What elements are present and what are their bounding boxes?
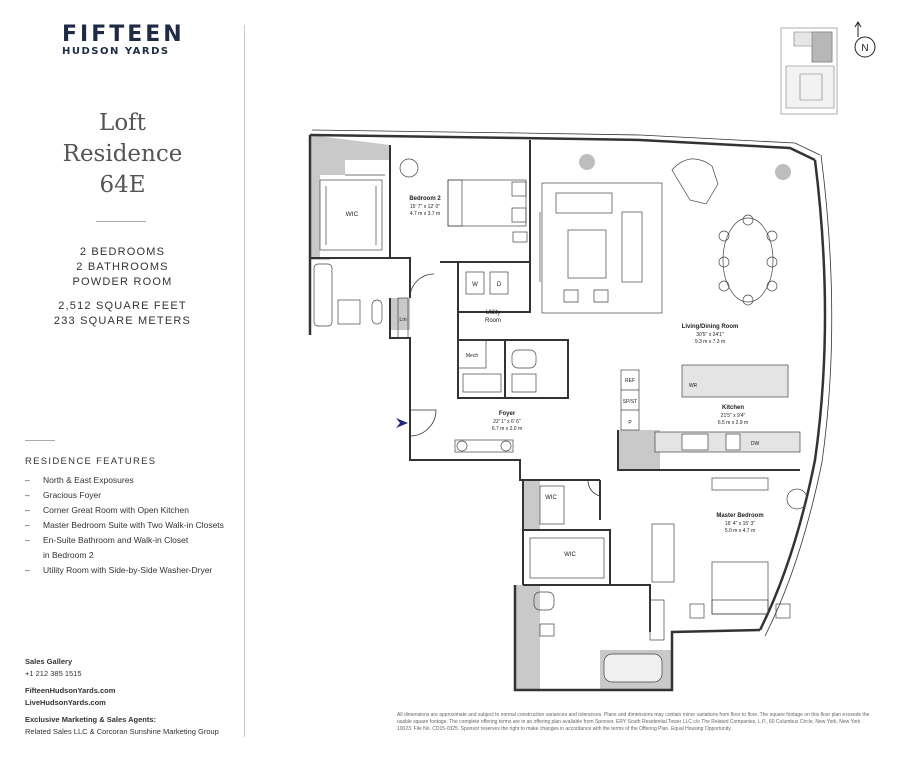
- feature-dash: –: [25, 475, 30, 485]
- north-compass-icon: [855, 22, 875, 57]
- residence-title-line2: Residence: [62, 141, 183, 167]
- spec-square-feet: 2,512 SQUARE FEET: [58, 300, 187, 312]
- sales-phone[interactable]: +1 212 385 1515: [25, 669, 82, 678]
- feature-text: Master Bedroom Suite with Two Walk-in Closets: [43, 520, 224, 530]
- room-label-linen: Lin: [399, 317, 407, 323]
- dryer-label: D: [496, 282, 502, 288]
- feature-dash: –: [25, 535, 30, 545]
- feature-text: Utility Room with Side-by-Side Washer-Dryer: [43, 565, 213, 575]
- exterior-walls: [310, 130, 832, 690]
- appliance-label-wr: WR: [688, 383, 698, 389]
- room-dim-living-imperial: 30'5" x 24'1": [696, 332, 724, 338]
- feature-text: North & East Exposures: [43, 475, 134, 485]
- room-dim-living-metric: 9.3 m x 7.3 m: [694, 339, 726, 345]
- feature-dash: –: [25, 520, 30, 530]
- appliance-label-pantry: P: [628, 420, 632, 426]
- room-label-wic-bedroom2: WIC: [345, 211, 359, 218]
- spec-bathrooms: 2 BATHROOMS: [76, 261, 169, 273]
- residence-title-line3: 64E: [99, 172, 146, 198]
- room-label-living-dining: Living/Dining Room: [681, 324, 739, 330]
- website-link-fifteen[interactable]: FifteenHudsonYards.com: [25, 686, 116, 695]
- appliance-label-spst: SP/ST: [622, 399, 638, 405]
- room-dim-foyer-metric: 6.7 m x 2.0 m: [491, 426, 523, 432]
- agents-label: Exclusive Marketing & Sales Agents:: [25, 715, 157, 724]
- living-dining-furniture: [540, 154, 791, 313]
- room-dim-master-imperial: 16' 4" x 15' 3": [724, 521, 756, 527]
- entry-arrow-icon: [396, 418, 408, 428]
- room-dim-kitchen-metric: 6.5 m x 2.9 m: [717, 420, 749, 426]
- room-dim-kitchen-imperial: 21'5" x 9'4": [720, 413, 746, 419]
- master-bedroom-furniture: [690, 478, 807, 618]
- washer-label: W: [472, 282, 478, 288]
- room-label-foyer: Foyer: [498, 411, 516, 417]
- agents-names: Related Sales LLC & Corcoran Sunshine Marketing Group: [25, 727, 219, 736]
- room-dim-bedroom2-metric: 4.7 m x 3.7 m: [409, 211, 441, 217]
- room-label-utility-line1: Utility: [485, 310, 501, 316]
- key-plan: [781, 28, 837, 114]
- feature-text: Gracious Foyer: [43, 490, 102, 500]
- legal-disclaimer: All dimensions are approximate and subject to normal construction variances and tolerances. Plans and dimensions may contain minor variations from floor to floor. The square footage on this floor plan exceeds the usable square footage. The complete offering terms are in an offering plan available from Sponsor, ERY South Residential Tower LLC c/o The Related Companies, L.P., 60 Columbus Circle, New York, New York 10023. File No. CD15-0325. Sponsor reserves the right to make changes in accordance with the terms of the Offering Plan. Equal Housing Opportunity.: [397, 712, 870, 732]
- wall-fills: [310, 135, 672, 690]
- feature-dash: –: [25, 505, 30, 515]
- room-label-mech: Mech: [465, 353, 479, 359]
- website-link-live[interactable]: LiveHudsonYards.com: [25, 698, 106, 707]
- appliance-label-dw: DW: [750, 441, 760, 447]
- feature-dash: –: [25, 490, 30, 500]
- room-label-kitchen: Kitchen: [721, 405, 745, 411]
- foyer-furniture: [455, 440, 513, 452]
- brand-logo: FIFTEEN: [62, 22, 185, 47]
- room-dim-foyer-imperial: 22' 1" x 6' 6": [493, 419, 521, 425]
- brand-subtitle: HUDSON YARDS: [62, 46, 170, 57]
- master-bath: [534, 592, 664, 682]
- room-label-wic-master-1: WIC: [545, 495, 557, 501]
- residence-title-line1: Loft: [99, 110, 146, 136]
- appliance-label-ref: REF: [625, 378, 635, 384]
- feature-dash: –: [25, 565, 30, 575]
- spec-powder-room: POWDER ROOM: [72, 276, 173, 288]
- room-dim-bedroom2-imperial: 15' 7" x 12' 0": [409, 204, 441, 210]
- sales-gallery-label: Sales Gallery: [25, 657, 73, 666]
- feature-text: Corner Great Room with Open Kitchen: [43, 505, 189, 515]
- feature-text: En-Suite Bathroom and Walk-in Closet in Bedroom 2: [43, 535, 189, 560]
- spec-square-meters: 233 SQUARE METERS: [53, 315, 192, 327]
- room-dim-master-metric: 5.0 m x 4.7 m: [724, 528, 756, 534]
- room-label-master-bedroom: Master Bedroom: [716, 513, 764, 519]
- room-label-utility-line2: Room: [484, 318, 502, 324]
- features-title: RESIDENCE FEATURES: [25, 456, 157, 467]
- spec-bedrooms: 2 BEDROOMS: [79, 246, 166, 258]
- room-label-wic-master-2: WIC: [564, 552, 576, 558]
- compass-label: N: [861, 43, 869, 54]
- utility-room: [458, 272, 536, 392]
- room-label-bedroom2: Bedroom 2: [409, 196, 441, 202]
